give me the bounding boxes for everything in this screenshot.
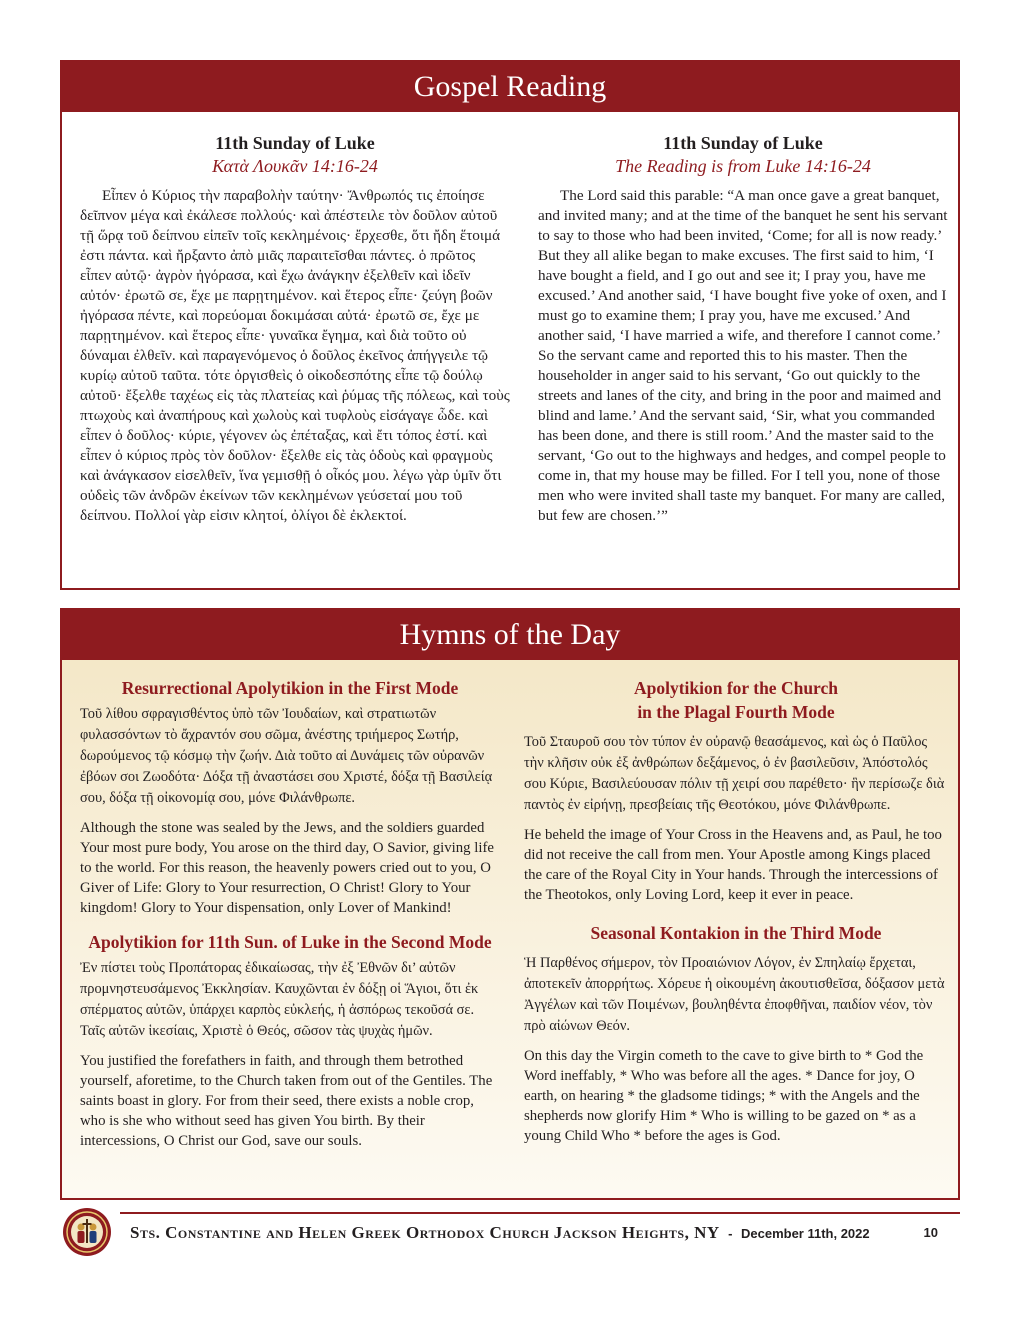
footer-location: Jackson Heights, NY <box>553 1223 720 1242</box>
church-seal-icon <box>62 1207 112 1257</box>
hymns-left-column <box>80 676 500 1159</box>
gospel-reading-panel <box>60 60 960 590</box>
hymns-panel <box>60 608 960 1200</box>
footer-separator: - <box>728 1226 733 1241</box>
hymn-english-text: On this day the Virgin cometh to the cave to give birth to * God the Word ineffably, * Who was before all the ages. * Dance for joy, O earth, on hearing * the gladsome tidings; * with the Angels and the shepherds now glorify Him * Who is willing to be gazed on * as a young Child Who * before the ages is God. <box>524 1048 924 1144</box>
hymn-title: Apolytikion for 11th Sun. of Luke in the Second Mode <box>88 932 492 952</box>
hymn-english-text: You justified the forefathers in faith, and through them betrothed yourself, aforetime, to the Church taken from out of the Gentiles. The saints boast in glory. For from their seed, there exists a noble crop, who is she who without seed has given You birth. By their intercessions, O Christ our God, save our souls. <box>80 1053 493 1149</box>
footer-rule <box>120 1212 960 1214</box>
gospel-english-text: The Lord said this parable: “A man once gave a great banquet, and invited many; and at the time of the banquet he sent his servant to say to those who had been invited, ‘Come; for all is now ready.’ But they all alike began to make excuses. The first said to him, ‘I have bought a field, and I go out and see it; I pray you, have me excused.’ And another said, ‘I have bought five yoke of oxen, and I must go to examine them; I pray you, have me excused.’ And another said, ‘I have married a wife, and therefore I cannot come.’ So the servant came and reported this to his master. Then the householder in anger said to his servant, ‘Go out quickly to the streets and lanes of the city, and bring in the poor and maimed and blind and lame.’ And the servant said, ‘Sir, what you commanded has been done, and there is still room.’ And the master said to the servant, ‘Go out to the highways and hedges, and compel people to come in, that my house may be filled. For I tell you, none of those men who were invited shall taste my banquet. For many are called, but few are chosen.’” <box>538 187 948 524</box>
hymn-english-text: Although the stone was sealed by the Jews, and the soldiers guarded Your most pure body, You arose on the third day, O Savior, giving life to the world. For this reason, the heavenly powers cried out to you, O Giver of Life: Glory to Your resurrection, O Christ! Glory to Your kingdom! Glory to Your dispensation, only Lover of Mankind! <box>80 820 494 916</box>
gospel-english-title: 11th Sunday of Luke <box>663 133 823 153</box>
page-footer <box>130 1218 950 1248</box>
hymn-english-text: He beheld the image of Your Cross in the Heavens and, as Paul, he too did not receive the call from men. Your Apostle among Kings placed the care of the Royal City in Your hands. Through the intercessions of the Theotokos, only Loving Lord, keep it ever in peace. <box>524 827 942 903</box>
footer-church-name: Sts. Constantine and Helen Greek Orthodox Church <box>130 1223 550 1242</box>
hymn-greek-text: Ἡ Παρθένος σήμερον, τὸν Προαιώνιον Λόγον, ἐν Σπηλαίῳ ἔρχεται, ἀποτεκεῖν ἀπορρήτως. Χόρευε ἡ οἰκουμένη ἀκουτισθεῖσα, δόξασον μετὰ Ἀγγέλων καὶ τῶν Ποιμένων, βουληθέντα ἐποφθῆναι, παιδίον νέον, τὸν πρὸ αἰώνων Θεόν. <box>524 955 945 1034</box>
hymns-header: Hymns of the Day <box>62 610 958 660</box>
hymn-greek-text: Ἐν πίστει τοὺς Προπάτορας ἐδικαίωσας, τὴν ἐξ Ἐθνῶν δι’ αὐτῶν προμνηστευσάμενος Ἐκκλησίαν. Καυχῶνται ἐν δόξῃ οἱ Ἅγιοι, ὅτι ἐκ σπέρματος αὐτῶν, ὑπάρχει καρπὸς εὐκλεής, ἡ ἀσπόρως τεκοῦσά σε. Ταῖς αὐτῶν ἱκεσίαις, Χριστὲ ὁ Θεός, σῶσον τὰς ψυχὰς ἡμῶν. <box>80 960 479 1039</box>
gospel-english-subtitle: The Reading is from Luke 14:16-24 <box>615 156 871 176</box>
gospel-english-column <box>538 132 948 526</box>
gospel-greek-column <box>80 132 510 526</box>
page-number: 10 <box>923 1225 938 1240</box>
hymn-title: Seasonal Kontakion in the Third Mode <box>590 923 882 943</box>
hymn-greek-text: Τοῦ λίθου σφραγισθέντος ὑπὸ τῶν Ἰουδαίων, καὶ στρατιωτῶν φυλασσόντων τὸ ἄχραντόν σου σῶμα, ἀνέστης τριήμερος Σωτήρ, δωρούμενος τῷ κόσμῳ τὴν ζωήν. Διὰ τοῦτο αἱ Δυνάμεις τῶν οὐρανῶν ἐβόων σοι Ζωοδότα· Δόξα τῇ ἀναστάσει σου Χριστέ, δόξα τῇ Βασιλείᾳ σου, δόξα τῇ οἰκονομίᾳ σου, μόνε Φιλάνθρωπε. <box>80 706 493 806</box>
gospel-greek-title: 11th Sunday of Luke <box>215 133 375 153</box>
footer-date: December 11th, 2022 <box>740 1226 870 1241</box>
hymns-right-column <box>524 676 948 1154</box>
hymn-title-line-2: in the Plagal Fourth Mode <box>637 702 835 722</box>
gospel-greek-subtitle: Κατὰ Λουκᾶν 14:16-24 <box>212 156 378 176</box>
hymn-title: Resurrectional Apolytikion in the First Mode <box>121 678 459 698</box>
gospel-greek-text: Εἶπεν ὁ Κύριος τὴν παραβολὴν ταύτην· Ἄνθρωπός τις ἐποίησε δεῖπνον μέγα καὶ ἐκάλεσε πολλούς· καὶ ἀπέστειλε τὸν δοῦλον αὐτοῦ τῇ ὥρᾳ τοῦ δείπνου εἰπεῖν τοῖς κεκλημένοις· ἔρχεσθε, ὅτι ἤδη ἕτοιμά ἐστι πάντα. καὶ ἤρξαντο ἀπὸ μιᾶς παραιτεῖσθαι πάντες. ὁ πρῶτος εἶπεν αὐτῷ· ἀγρὸν ἠγόρασα, καὶ ἔχω ἀνάγκην ἐξελθεῖν καὶ ἰδεῖν αὐτόν· ἐρωτῶ σε, ἔχε με παρῃτημένον. καὶ ἕτερος εἶπε· ζεύγη βοῶν ἠγόρασα πέντε, καὶ πορεύομαι δοκιμάσαι αὐτά· ἐρωτῶ σε, ἔχε με παρῃτημένον. καὶ ἕτερος εἶπε· γυναῖκα ἔγημα, καὶ διὰ τοῦτο οὐ δύναμαι ἐλθεῖν. καὶ παραγενόμενος ὁ δοῦλος ἐκεῖνος ἀπήγγειλε τῷ κυρίῳ αὐτοῦ ταῦτα. τότε ὀργισθεὶς ὁ οἰκοδεσπότης εἶπε τῷ δούλῳ αὐτοῦ· ἔξελθε ταχέως εἰς τὰς πλατείας καὶ ῥύμας τῆς πόλεως, καὶ τοὺς πτωχοὺς καὶ ἀναπήρους καὶ χωλοὺς καὶ τυφλοὺς εἰσάγαγε ὧδε. καὶ εἶπεν ὁ δοῦλος· κύριε, γέγονεν ὡς ἐπέταξας, καὶ ἔτι τόπος ἐστί. καὶ εἶπεν ὁ κύριος πρὸς τὸν δοῦλον· ἔξελθε εἰς τὰς ὁδοὺς καὶ φραγμοὺς καὶ ἀνάγκασον εἰσελθεῖν, ἵνα γεμισθῇ ὁ οἶκός μου. λέγω γὰρ ὑμῖν ὅτι οὐδεὶς τῶν ἀνδρῶν ἐκείνων τῶν κεκλημένων γεύσεταί μου τοῦ δείπνου. Πολλοί γὰρ εἰσιν κλητοί, ὀλίγοι δὲ ἐκλεκτοί. <box>80 187 510 524</box>
gospel-reading-header: Gospel Reading <box>62 62 958 112</box>
hymn-title-line-1: Apolytikion for the Church <box>633 678 839 698</box>
hymn-greek-text: Τοῦ Σταυροῦ σου τὸν τύπον ἐν οὐρανῷ θεασάμενος, καὶ ὡς ὁ Παῦλος τὴν κλῆσιν οὐκ ἐξ ἀνθρώπων δεξάμενος, ὁ ἐν βασιλεῦσιν, Ἀπόστολός σου Κύριε, Βασιλεύουσαν πόλιν τῇ χειρί σου παρέθετο· ἣν περίσωζε διὰ παντὸς ἐν εἰρήνῃ, πρεσβείαις τῆς Θεοτόκου, μόνε Φιλάνθρωπε. <box>524 734 945 813</box>
